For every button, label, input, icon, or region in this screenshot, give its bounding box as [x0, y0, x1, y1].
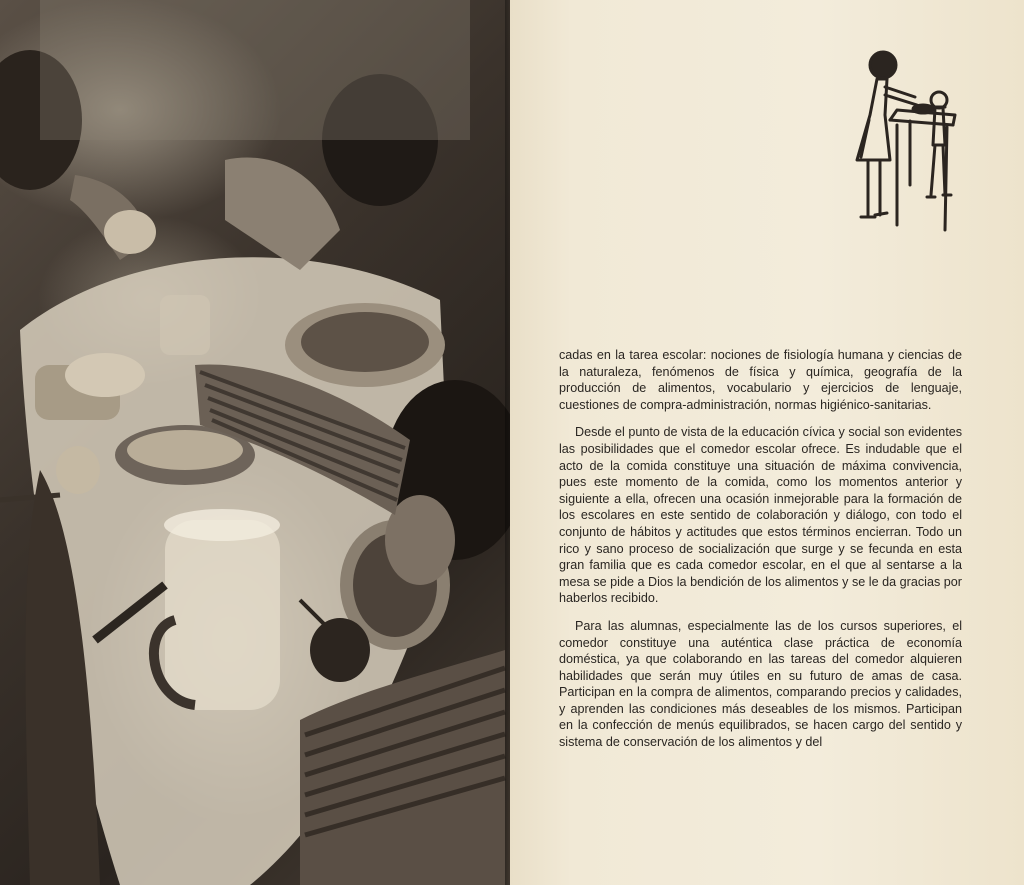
paragraph-1: cadas en la tarea escolar: nociones de fisiología humana y ciencias de la naturaleza, fenómenos de física y química, geografía de la producción de alimentos, vocabulario y ejercicios de lenguaje, cuestiones de compra-administración, normas higiénico-sanitarias.	[559, 348, 962, 412]
girl-serving-food-icon	[835, 45, 965, 235]
paragraph-2: Desde el punto de vista de la educación cívica y social son evidentes las posibilidades que el comedor escolar ofrece. Es indudable que el acto de la comida constituye una situación de máxima convivencia, pues este momento de la comida, como los momentos anterior y siguiente a ella, ofrecen una ocasión inmejorable para la formación de los escolares en este sentido de colaboración y diálogo, con todo el conjunto de hábitos y actitudes que estos términos encierran. Todo un rico y sano proceso de socialización que surge y se fecunda en esta gran familia que es cada comedor escolar, en el que al sentarse a la mesa se pide a Dios la bendición de los alimentos y se le da gracias por haberlos recibido.	[559, 425, 962, 606]
school-dining-photo	[0, 0, 510, 885]
paragraph-3: Para las alumnas, especialmente las de los cursos superiores, el comedor constituye una auténtica clase práctica de economía doméstica, ya que colaborando en las tareas del comedor alquieren habilidades que serán muy útiles en su futuro de amas de casa. Participan en la compra de alimentos, comparando precios y calidades, y aprenden las condiciones más deseables de los mismos. Participan en la confección de menús equilibrados, se hacen cargo del sentido y sistema de conservación de los alimentos y del	[559, 618, 962, 750]
body-text	[559, 347, 962, 762]
photo-illustration	[0, 0, 510, 885]
text-page	[510, 0, 1024, 885]
